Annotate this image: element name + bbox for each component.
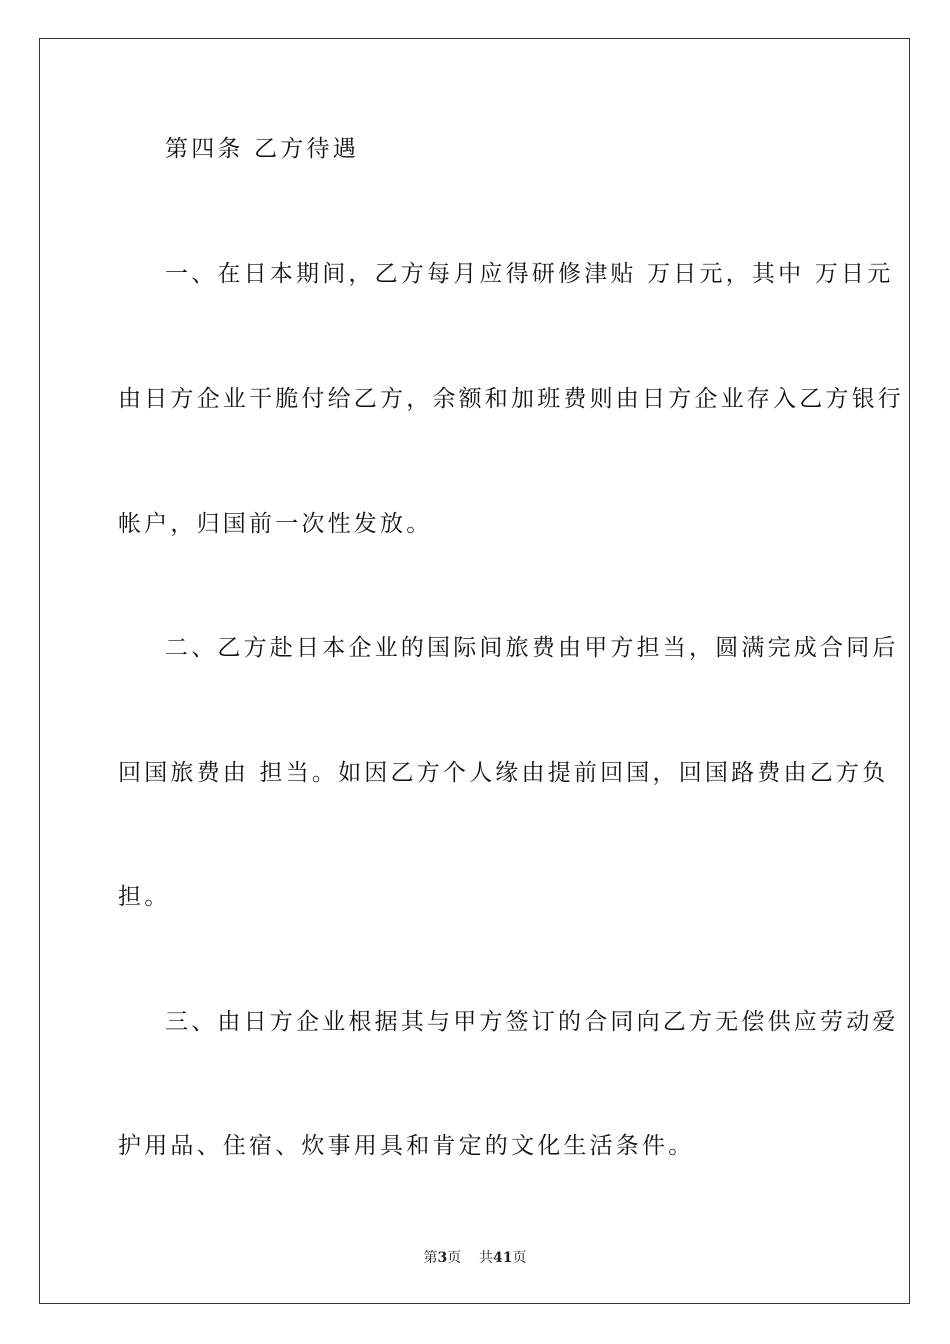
footer-total-number: 41: [493, 1250, 513, 1266]
paragraph-line-4: 二、乙方赴日本企业的国际间旅费由甲方担当，圆满完成合同后: [165, 635, 899, 661]
footer-page-prefix: 第: [423, 1250, 438, 1266]
footer-total-prefix: 共: [479, 1250, 494, 1266]
footer-page-number: 3: [437, 1250, 448, 1266]
page-footer: [0, 1247, 950, 1267]
paragraph-line-1: 一、在日本期间，乙方每月应得研修津贴 万日元，其中 万日元: [165, 261, 894, 287]
paragraph-line-7: 三、由日方企业根据其与甲方签订的合同向乙方无偿供应劳动爱: [165, 1009, 899, 1035]
section-heading: 第四条 乙方待遇: [165, 136, 359, 162]
paragraph-line-5: 回国旅费由 担当。如因乙方个人缘由提前回国，回国路费由乙方负: [118, 760, 889, 786]
paragraph-line-3: 帐户，归国前一次性发放。: [118, 511, 433, 537]
footer-page-suffix: 页: [447, 1250, 462, 1266]
paragraph-line-2: 由日方企业干脆付给乙方，余额和加班费则由日方企业存入乙方银行: [118, 386, 904, 412]
paragraph-line-6: 担。: [118, 884, 171, 910]
paragraph-line-8: 护用品、住宿、炊事用具和肯定的文化生活条件。: [118, 1133, 695, 1159]
page-frame: [39, 38, 910, 1304]
footer-total-suffix: 页: [512, 1250, 527, 1266]
